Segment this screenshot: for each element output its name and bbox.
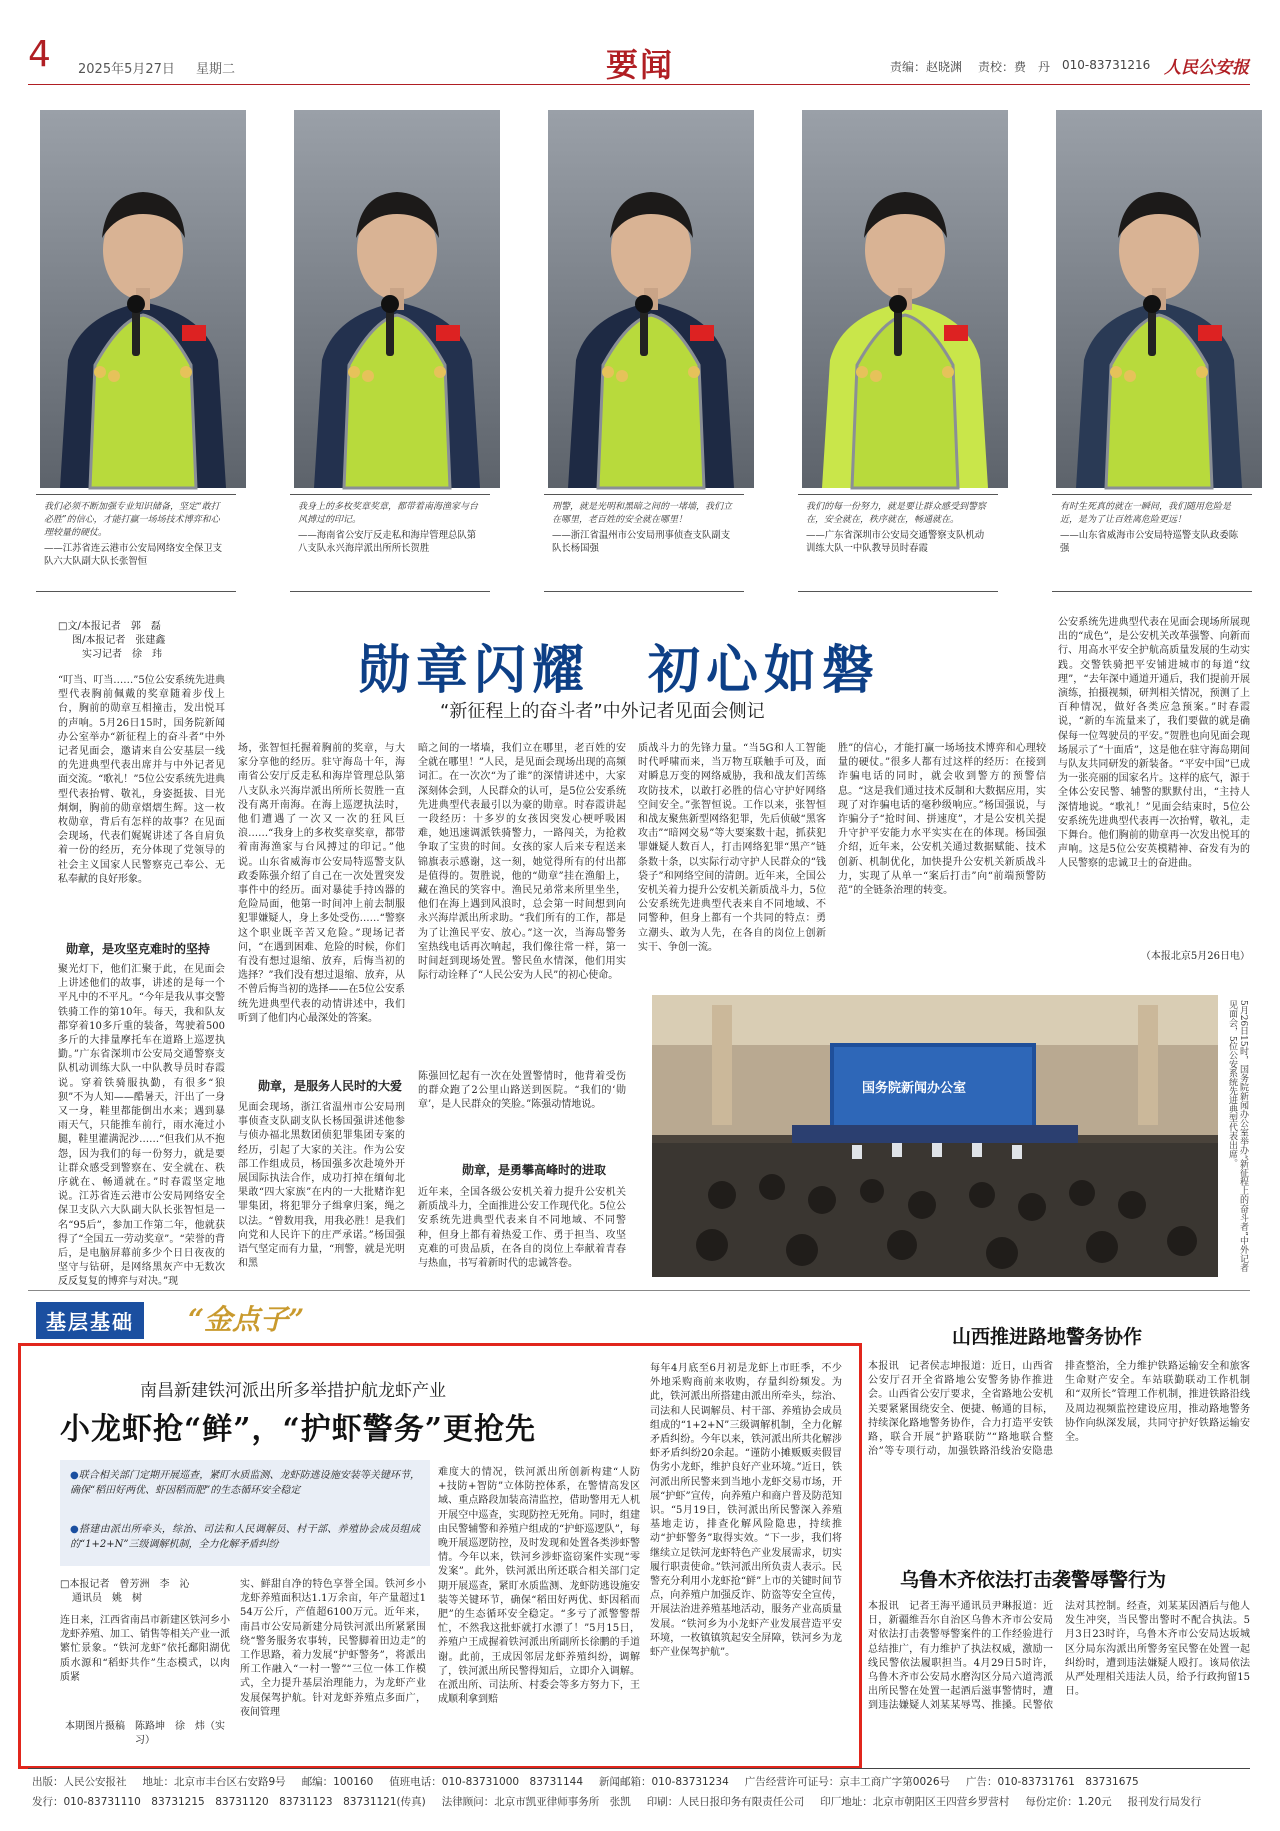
portrait-photo bbox=[40, 110, 246, 488]
footer-item: 地址：北京市丰台区右安路9号 bbox=[142, 1776, 286, 1788]
footer-item: 每份定价：1.20元 bbox=[1025, 1796, 1112, 1808]
caption-source: ——海南省公安厅反走私和海岸管理总队第八支队永兴海岸派出所所长贺胜 bbox=[298, 530, 477, 554]
shrimp-col2: 实、鲜甜自净的特色享誉全国。铁河乡小龙虾养殖面积达1.1万余亩，年产量超过154万公斤，产值超6100万元。近年来，南昌市公安局新建分局铁河派出所紧紧围绕“警务服务农事转，民警脚着田边走”的工作思路，着力发展“护虾警务”，将派出所工作融入“一村一警”“三位一体工作模式，全力提升基层治理能力，为龙虾产业发展保驾护航。针对龙虾养殖点多面广，夜间管理 bbox=[240, 1579, 426, 1718]
article-col1: “叮当、叮当……”5位公安系统先进典型代表胸前佩戴的奖章随着步伐上台，胸前的勋章互相撞击，发出悦耳的声响。5月26日15时，国务院新闻办公室举办“新征程上的奋斗者”中外记者见面会，邀请来自公安基层一线的先进典型代表出席并与中外记者见面交流。“歌礼！”5位公安系统先进典型代表抬臂、敬礼，身姿挺拔、目光炯炯，胸前的勋章熠熠生辉。这一枚枚勋章，背后有怎样的故事？在见面会现场，代表们娓娓讲述了各自肩负着一份的经历，充分体现了党领导的社会主义国家人民警察克己奉公、无私奉献的良好形象。 bbox=[58, 675, 225, 885]
photo-banner-text: 国务院新闻办公室 bbox=[862, 1081, 967, 1096]
article-col3b: 陈强回忆起有一次在处置警情时，他背着受伤的群众跑了2公里山路送到医院。“我们的‘勋章’，是人民群众的笑脸。”陈强动情地说。 bbox=[418, 1071, 626, 1111]
byline-line: 通讯员 姚 树 bbox=[72, 1593, 142, 1605]
proofreader: 责校：费 丹 bbox=[978, 60, 1051, 74]
footer-item: 发行：010-83731110 83731215 83731120 83731123 83731121(传真) bbox=[32, 1796, 426, 1808]
news1-headline: 山西推进路地警务协作 bbox=[952, 1326, 1143, 1348]
main-byline bbox=[58, 620, 178, 662]
shrimp-col1: 连日来，江西省南昌市新建区铁河乡小龙虾养殖、加工、销售等相关产业一派繁忙景象。“铁河龙虾”依托鄱阳湖优质水源和“稻虾共作”生态模式，以肉质紧 bbox=[60, 1615, 230, 1683]
bullet-marker: ● bbox=[70, 1524, 80, 1535]
footer-item: 印刷：人民日报印务有限责任公司 bbox=[646, 1796, 805, 1808]
footer-item: 邮编：100160 bbox=[301, 1776, 374, 1788]
police-officer-portrait-icon bbox=[40, 110, 246, 488]
portrait-photo bbox=[802, 110, 1008, 488]
article-col2b: 见面会现场，浙江省温州市公安局刑事侦查支队副支队长杨国强讲述他参与侦办福北黑数团侦犯罪集团专案的经历，引起了大家的关注。作为公安部工作组成员，杨国强多次赴境外开展国际执法合作，成功打掉在缅甸北果敢“四大家族”在内的一大批赌诈犯罪集团，将犯罪分子缉拿归案，绳之以法。“曾数用我，用我必胜！是我们向党和人民许下的庄严承诺。”杨国强语气坚定而有力量，“刑警，就是光明和黑 bbox=[238, 1102, 405, 1270]
article-col6: 公安系统先进典型代表在见面会现场所展现出的“成色”，是公安机关改革强警、向新而行、用高水平安全护航高质量发展的生动实践。交警铁骑把平安铺进城市的每道“纹理”，“去年深中通道开通后，我们提前开展演练，拍摄视频，研判相关情况，预测了上百种情况，做好各类应急预案。”时春霞说，“新的车流量来了，我们要做的就是确保每一位驾驶员的平安。”贺胜也向见面会现场展示了“十面盾”，这是他在驻守海岛期间与队友共同研发的新装备。“平安中国”已成为一张亮丽的国家名片。这样的底气，源于全体公安民警、辅警的默默付出，“主持人深情地说。“歌礼！”见面会结束时，5位公安系统先进典型代表再一次抬臂，敬礼，走下舞台。他们胸前的勋章再一次发出悦耳的声响。这是5位公安英模精神、奋发有为的人民警察的忠诚卫士的奋进曲。 bbox=[1058, 617, 1250, 870]
masthead-rule bbox=[28, 84, 1250, 85]
portrait-caption bbox=[798, 494, 998, 592]
caption-source: ——山东省威海市公安局特巡警支队政委陈强 bbox=[1060, 530, 1239, 554]
column-label bbox=[30, 1296, 340, 1342]
news1-body: 本报讯 记者侯志坤报道：近日，山西省公安厅召开全省路地公安警务协作推进会。山西省公安厅要求，全省路地公安机关要紧紧围绕安全、便捷、畅通的目标，持续深化路地警务协作，合力打造平安铁路，联合开展“护路联防”“路地联合整治”等专项行动，加强铁路沿线治安隐患排查整治，全力维护铁路运输安全和旅客生命财产安全。车站联勤联动工作机制和“双所长”管理工作机制，推进铁路沿线及周边视频监控建设应用，推动路地警务协作向纵深发展，共同守护好铁路运输安全。 bbox=[868, 1361, 1250, 1458]
caption-source: ——江苏省连云港市公安局网络安全保卫支队六大队副大队长张智恒 bbox=[44, 543, 223, 567]
bottom-separator bbox=[28, 1290, 1250, 1291]
article-col3c: 近年来，全国各级公安机关着力提升公安机关新质战斗力，全面推进公安工作现代化。5位公安系统先进典型代表来自不同地域、不同警种，但身上都有着热爱工作、勇于担当、攻坚克难的可贵品质，在各自的岗位上奉献着青春与热血，书写着新时代的忠诚答卷。 bbox=[418, 1187, 626, 1270]
issue-date: 2025年5月27日 bbox=[78, 62, 175, 77]
article-col3: 暗之间的一堵墙，我们立在哪里，老百姓的安全就在哪里！”人民，是见面会现场出现的高频词汇。在一次次“为了谁”的深情讲述中，大家深刻体会到，人民群众的认可，是5位公安系统先进典型代表最引以为豪的勋章。时春霞讲起一段经历：十多岁的女孩因突发心梗呼吸困难，她迅速调派铁骑警力，一路闯关，为抢救争取了宝贵的时间。女孩的家人后来专程送来锦旗表示感谢，这一刻，她觉得所有的付出都是值得的。贺胜说，他的“勋章”挂在渔船上，藏在渔民的笑容中。渔民兄弟常来所里坐坐，他们在海上遇到风浪时，总会第一时间想到向永兴海岸派出所求助。“我们所有的工作，都是为了让渔民平安、放心。”这一次，当海岛警务室热线电话再次响起，我们像往常一样，第一时间赶到现场处置。警民鱼水情深，他们用实际行动诠释了“人民公安为人民”的初心使命。 bbox=[418, 743, 626, 982]
footer-item: 广告经营许可证号：京丰工商广字第0026号 bbox=[744, 1776, 951, 1788]
footer-item: 印厂地址：北京市朝阳区王四营乡罗营村 bbox=[820, 1796, 1010, 1808]
caption-quote: 有时生死真的就在一瞬间，我们随用危险是近，是为了让百姓离危险更远！ bbox=[1060, 502, 1232, 525]
portrait-caption bbox=[544, 494, 744, 592]
byline-line: □文/本报记者 郭 磊 bbox=[58, 621, 161, 632]
shrimp-col3: 难度大的情况，铁河派出所创新构建“人防+技防+智防”立体防控体系，在警情高发区域、重点路段加装高清监控，借助警用无人机开展空中巡查，实现防控无死角。同时，组建由民警辅警和养殖户组成的“护虾巡逻队”，每晚开展巡逻防控，及时发现和处置各类涉虾警情。今年以来，铁河乡涉虾盗窃案件实现“零发案”。此外，铁河派出所还联合相关部门定期开展巡查，紧盯水质监测、龙虾防逃设施安装等关键环节，确保“稻田好两优、虾因稻而肥”的生态循环安全稳定。“多亏了派警警帮忙，不然我这批虾就打水漂了！”5月15日，养殖户王成握着铁河派出所副所长徐鹏的手道谢。此前，王成因邻居龙虾养殖纠纷，调解了，铁河派出所民警得知后，立即介入调解。在派出所、司法所、村委会等多方努力下，王成顺利拿到赔 bbox=[438, 1467, 640, 1706]
column-label-gold-text: 金点子 bbox=[204, 1303, 289, 1336]
police-officer-portrait-icon bbox=[294, 110, 500, 488]
footer-item: 值班电话：010-83731000 83731144 bbox=[389, 1776, 583, 1788]
responsible-editor: 责编：赵晓渊 bbox=[890, 60, 963, 74]
press-photo-caption: 5月26日15时，国务院新闻办公室举办“新征程上的奋斗者”中外记者见面会，5位公安系统先进典型代表出席。 bbox=[1227, 1000, 1248, 1272]
press-conference-photo bbox=[652, 995, 1218, 1277]
editor-phone: 010-83731216 bbox=[1062, 58, 1151, 72]
byline-line: □本报记者 曾芳洲 李 沁 bbox=[60, 1579, 190, 1590]
caption-quote: 我们必须不断加强专业知识储备，坚定“敢打必胜”的信心，才能打赢一场场技术博弈和心理较量的硬仗。 bbox=[44, 502, 220, 538]
bullet-marker: ● bbox=[70, 1470, 79, 1481]
byline-line: 实习记者 徐 玮 bbox=[82, 649, 162, 660]
footer-item: 出版：人民公安报社 bbox=[32, 1776, 127, 1788]
main-headline: 勋章闪耀 初心如磐 bbox=[358, 640, 881, 701]
subhead-2: 勋章，是服务人民时的大爱 bbox=[258, 1079, 403, 1093]
footer-item: 报刊发行局发行 bbox=[1127, 1796, 1202, 1808]
police-officer-portrait-icon bbox=[548, 110, 754, 488]
section-title: 要闻 bbox=[606, 46, 675, 84]
caption-source: ——广东省深圳市公安局交通警察支队机动训练大队一中队教导员时春霞 bbox=[806, 530, 985, 554]
footer-item: 新闻邮箱：010-83731234 bbox=[599, 1776, 729, 1788]
police-officer-portrait-icon bbox=[802, 110, 1008, 488]
shrimp-kicker: 南昌新建铁河派出所多举措护航龙虾产业 bbox=[140, 1381, 446, 1401]
portrait-caption bbox=[1052, 494, 1252, 592]
portrait-caption bbox=[36, 494, 236, 592]
article-col5: 胜”的信心，才能打赢一场场技术博弈和心理较量的硬仗。”很多人都有过这样的经历：在接到诈骗电话的同时，就会收到警方的预警信息。“这是我们通过技术反制和大数据应用，实现了对诈骗电话的毫秒级响应。”杨国强说，与诈骗分子“抢时间、拼速度”，才是公安机关提升守护平安能力水平实实在在的体现。杨国强介绍，近年来，公安机关通过数据赋能、技术创新、机制优化，加快提升公安机关新质战斗力，实现了从单一“案后打击”向“前端预警防范”的全链条治理的转变。 bbox=[838, 743, 1046, 897]
shrimp-byline bbox=[60, 1578, 230, 1606]
newspaper-logo: 人民公安报 bbox=[1164, 58, 1249, 78]
main-subheadline: “新征程上的奋斗者”中外记者见面会侧记 bbox=[440, 701, 765, 722]
shrimp-bullet-1 bbox=[70, 1468, 420, 1520]
portrait-caption bbox=[290, 494, 490, 592]
footer-line-1 bbox=[32, 1774, 1252, 1789]
caption-quote: 我们的每一份努力，就是要让群众感受到警察在，安全就在，秩序就在，畅通就在。 bbox=[806, 502, 987, 525]
caption-quote: 刑警，就是光明和黑暗之间的一堵墙，我们立在哪里，老百姓的安全就在哪里！ bbox=[552, 502, 733, 525]
shrimp-headline: 小龙虾抢“鲜”，“护虾警务”更抢先 bbox=[60, 1412, 537, 1447]
bullet-text: 搭建由派出所牵头，综治、司法和人民调解员、村干部、养殖协会成员组成的“1+2+N”三级调解机制，全力化解矛盾纠纷 bbox=[70, 1524, 421, 1550]
portrait-photo bbox=[294, 110, 500, 488]
article-col1b: 聚光灯下，他们汇聚于此，在见面会上讲述他们的故事，讲述的是每一个平凡中的不平凡。“今年是我从事交警铁骑工作的第10年。每天，我和队友都穿着10多斤重的装备，驾驶着500多斤的大排量摩托车在道路上巡逻执勤。”广东省深圳市公安局交通警察支队机动训练大队一中队教导员时春霞说。穿着铁骑服执勤，有很多“狼狈”不为人知——酷暑天，汗出了一身又一身，鞋里都能倒出水来；遇到暴雨天气，只能推车前行，雨水淹过小腿，鞋里灌满泥沙……“但我们从不抱怨，因为我们的每一份努力，就是要让群众感受到警察在、安全就在、秩序就在、畅通就在。”时春霞坚定地说。江苏省连云港市公安局网络安全保卫支队六大队副大队长张智恒是一名“95后”，参加工作第二年，他就获得了“全国五一劳动奖章”。“荣誉的背后，是电脑屏幕前多少个日日夜夜的坚守与钻研，是网络黑灰产中无数次反反复复的博弈与对决。”现 bbox=[58, 964, 225, 1288]
shrimp-col4: 每年4月底至6月初是龙虾上市旺季，不少外地采购商前来收购，存量纠纷频发。为此，铁河派出所搭建由派出所牵头，综治、司法和人民调解员、村干部、养殖协会成员组成的“1+2+N”三级调解机制，全力化解矛盾纠纷。今年以来，铁河派出所共化解涉虾矛盾纠纷20余起。“谨防小摊贩贩卖假冒伪劣小龙虾，维护良好产业环境。”近日，铁河派出所民警来到当地小龙虾交易市场，开展“护虾”宣传，向养殖户和商户普及防范知识。“5月19日，铁河派出所民警深入养殖基地走访，排查化解风险隐患，持续推动“护虾警务”取得实效。“下一步，我们将继续立足铁河龙虾特色产业发展需求，切实履行职责使命。”铁河派出所负责人表示。民警充分利用小龙虾抢“鲜”上市的关键时间节点，向养殖户加强反诈、防盗等安全宣传，开展法治进养殖基地活动，服务产业高质量发展。“铁河乡为小龙虾产业发展营造平安环境，一枚镇镇筑起安全屏障，铁河乡为龙虾产业保驾护航”。 bbox=[650, 1363, 842, 1659]
article-endnote: （本报北京5月26日电） bbox=[1140, 951, 1250, 962]
portrait-photo bbox=[1056, 110, 1262, 488]
bullet-text: 联合相关部门定期开展巡查，紧盯水质监测、龙虾防逃设施安装等关键环节，确保“稻田好两优、虾因稻而肥”的生态循环安全稳定 bbox=[70, 1470, 420, 1496]
police-officer-portrait-icon bbox=[1056, 110, 1262, 488]
news2-body: 本报讯 记者王海平通讯员尹琳报道：近日，新疆维吾尔自治区乌鲁木齐市公安局对依法打击袭警辱警案件的工作经验进行总结推广，有力维护了执法权威，激励一线民警依法履职担当。4月29日5时许，乌鲁木齐市公安局水磨沟区分局六道湾派出所民警在处置一起酒后滋事警情时，遭到违法嫌疑人刘某某辱骂、推搡。民警依法对其控制。经查，刘某某因酒后与他人发生冲突，当民警出警时不配合执法。5月3日23时许，乌鲁木齐市公安局达坂城区分局东沟派出所警务室民警在处置一起纠纷时，遭到违法嫌疑人殴打。该局依法从严处理相关违法人员，给予行政拘留15日。 bbox=[868, 1601, 1250, 1712]
page-number: 4 bbox=[28, 34, 51, 75]
footer-item: 广告：010-83731761 83731675 bbox=[966, 1776, 1139, 1788]
column-label-base: 基层基础 bbox=[36, 1302, 144, 1339]
byline-line: 图/本报记者 张建鑫 bbox=[72, 635, 166, 646]
article-col2: 场，张智恒托握着胸前的奖章，与大家分享他的经历。驻守海岛十年，海南省公安厅反走私和海岸管理总队第八支队永兴海岸派出所所长贺胜一直没有离开南海。在海上巡逻执法时，他们遭遇了一次又一次的狂风巨浪……“我身上的多枚奖章奖章，都带着南海渔家与台风搏过的印记。”他说。山东省威海市公安局特巡警支队政委陈强介绍了自己在一次处置突发事件中的经历。面对暴徒手持凶器的危险局面，他第一时间冲上前去制服犯罪嫌疑人，身上多处受伤……“警察这个职业既辛苦又危险。”现场记者问，“在遇到困难、危险的时候，你们有没有想过退缩、放弃，后悔当初的选择？”我们没有想过退缩、放弃，从不曾后悔当初的选择——在5位公安系统先进典型代表的动情讲述中，我们听到了他们内心最深处的答案。 bbox=[238, 743, 405, 1024]
issue-weekday: 星期二 bbox=[196, 62, 236, 77]
footer-line-2 bbox=[32, 1794, 1252, 1809]
caption-source: ——浙江省温州市公安局刑事侦查支队副支队长杨国强 bbox=[552, 530, 731, 554]
portrait-photo bbox=[548, 110, 754, 488]
caption-quote: 我身上的多枚奖章奖章，都带着南海渔家与台风搏过的印记。 bbox=[298, 502, 479, 525]
footer-rule bbox=[28, 1768, 1250, 1769]
article-col4: 质战斗力的先锋力量。“当5G和人工智能时代呼啸而来，当万物互联触手可及，面对瞬息万变的网络威胁，我和战友们苦练攻防技术，以敢打必胜的信心守护好网络空间安全。”张智恒说。工作以来，张智恒和战友聚焦新型网络犯罪，先后侦破“黑客攻击”“暗网交易”等大要案数十起，抓获犯罪嫌疑人数百人，打击网络犯罪“黑产”链条数十条，以实际行动守护人民群众的“钱袋子”和网络空间的清朗。近年来，全国公安机关着力提升公安机关新质战斗力，5位公安系统先进典型代表来自不同地域、不同警种，但身上都有一个共同的特点：勇立潮头、敢为人先，在各自的岗位上创新实干、争创一流。 bbox=[638, 743, 826, 953]
press-conference-illustration bbox=[652, 995, 1218, 1277]
shrimp-bullets bbox=[60, 1460, 430, 1566]
footer-item: 法律顾问：北京市凯亚律师事务所 张凯 bbox=[441, 1796, 631, 1808]
column-label-gold: “金点子” bbox=[188, 1303, 305, 1336]
shrimp-photo-credit: 本期图片摄稿 陈路坤 徐 炜（实习） bbox=[65, 1721, 225, 1747]
news2-headline: 乌鲁木齐依法打击袭警辱警行为 bbox=[900, 1569, 1167, 1591]
subhead-3: 勋章，是勇攀高峰时的进取 bbox=[462, 1163, 607, 1177]
shrimp-bullet-2 bbox=[70, 1522, 420, 1558]
subhead-1: 勋章，是攻坚克难时的坚持 bbox=[66, 942, 211, 956]
